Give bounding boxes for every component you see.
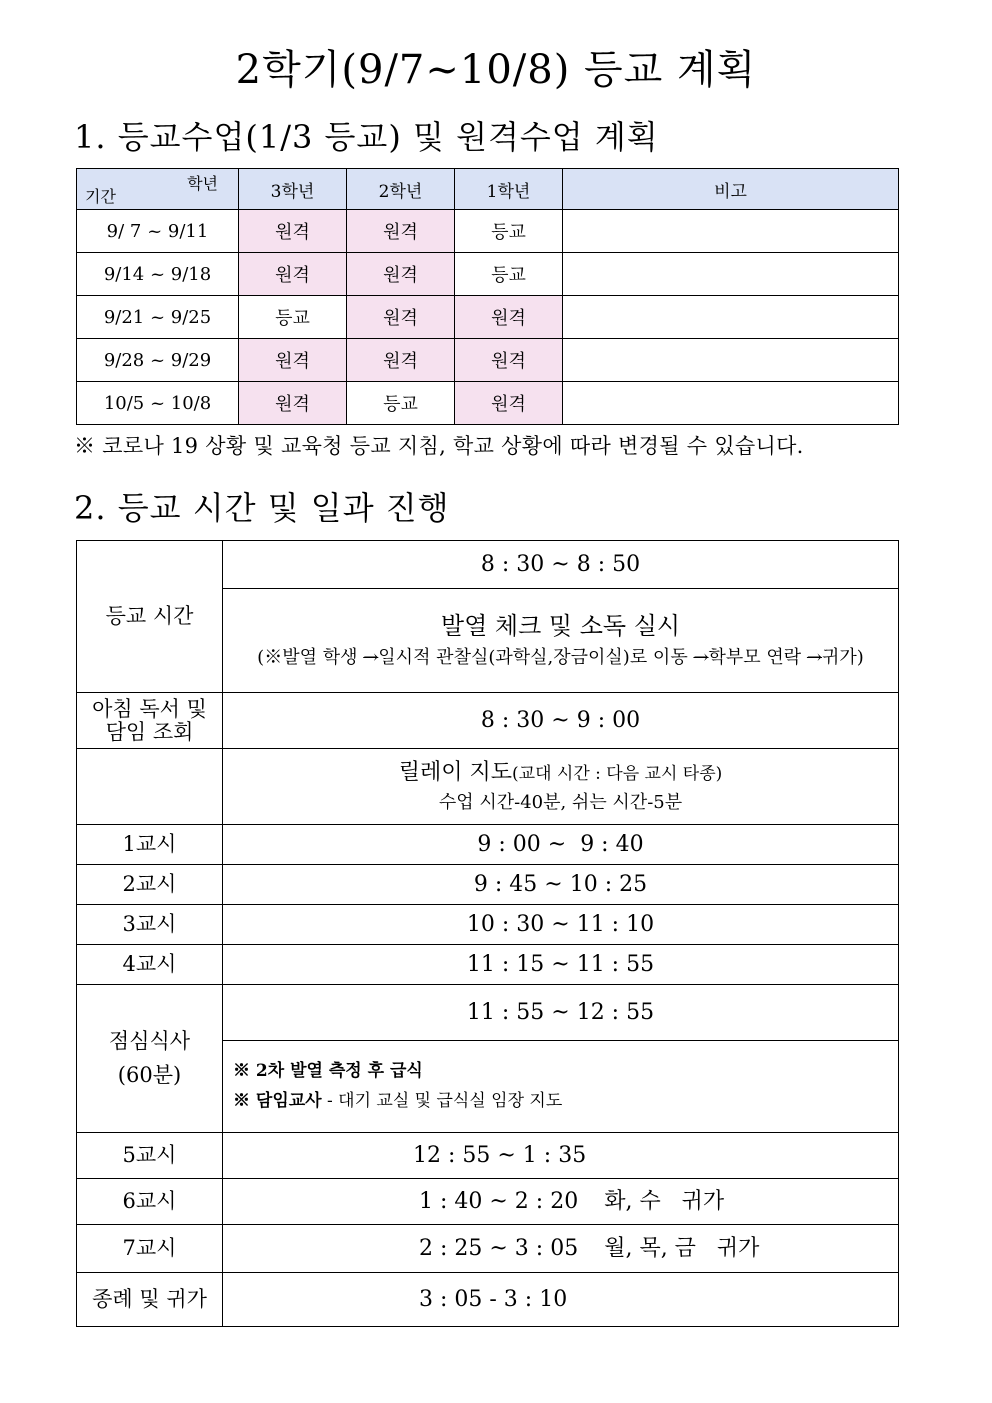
- period-time-row: [223, 1179, 899, 1225]
- grade1-cell: 원격: [455, 382, 563, 425]
- period-time: 11 : 15 ~ 11 : 55: [223, 945, 899, 985]
- table-row: [77, 1273, 899, 1327]
- table-row: [77, 210, 899, 253]
- period-time: 12 : 55 ~ 1 : 35: [223, 1133, 899, 1179]
- lunch-note-rest: - 대기 교실 및 급식실 임장 지도: [321, 1090, 563, 1111]
- empty-label-cell: [77, 749, 223, 825]
- lunch-note-bold: ※ 담임교사: [233, 1090, 322, 1111]
- covid-footnote: ※ 코로나 19 상황 및 교육청 등교 지침, 학교 상황에 따라 변경될 수 있습니다.: [74, 434, 804, 458]
- period-cell: 10/5 ~ 10/8: [77, 382, 239, 425]
- arrow-icon: →: [363, 647, 379, 669]
- arrow-icon: →: [806, 647, 823, 669]
- lunch-label: [77, 985, 223, 1133]
- lunch-time: 11 : 55 ~ 12 : 55: [223, 985, 899, 1041]
- lunch-label-line: 점심식사: [108, 1028, 191, 1053]
- note-cell: [563, 296, 899, 339]
- note-cell: [563, 339, 899, 382]
- morning-label: [77, 693, 223, 749]
- diagonal-header-cell: [77, 169, 239, 210]
- morning-time: 8 : 30 ~ 9 : 00: [223, 693, 899, 749]
- table-row: [77, 749, 899, 825]
- header-grade-label: 학년: [187, 174, 218, 193]
- section2-heading: 2. 등교 시간 및 일과 진행: [74, 489, 450, 527]
- fever-check-note: [223, 647, 898, 670]
- period-time-row: [223, 1225, 899, 1273]
- table-row: [77, 1179, 899, 1225]
- period-label: 2교시: [77, 865, 223, 905]
- table-row: [77, 541, 899, 589]
- grade3-cell: 원격: [239, 210, 347, 253]
- grade1-cell: 등교: [455, 210, 563, 253]
- grade1-cell: 원격: [455, 339, 563, 382]
- column-header: 비고: [563, 169, 899, 210]
- table-row: [77, 1225, 899, 1273]
- dismissal-days: 화, 수 귀가: [604, 1188, 725, 1214]
- end-time: 3 : 05 - 3 : 10: [223, 1273, 899, 1327]
- period-label: 4교시: [77, 945, 223, 985]
- period-label: 6교시: [77, 1179, 223, 1225]
- period-cell: 9/ 7 ~ 9/11: [77, 210, 239, 253]
- arrival-time: 8 : 30 ~ 8 : 50: [223, 541, 899, 589]
- table-row: [77, 339, 899, 382]
- grade3-cell: 원격: [239, 382, 347, 425]
- grade3-cell: 원격: [239, 339, 347, 382]
- section1-heading: 1. 등교수업(1/3 등교) 및 원격수업 계획: [74, 118, 659, 156]
- note-cell: [563, 210, 899, 253]
- period-label: 3교시: [77, 905, 223, 945]
- period-time: 1 : 40 ~ 2 : 20: [419, 1188, 579, 1214]
- grade3-cell: 등교: [239, 296, 347, 339]
- end-label: 종례 및 귀가: [77, 1273, 223, 1327]
- table-row: [77, 985, 899, 1041]
- note-cell: [563, 382, 899, 425]
- lunch-label-line: (60분): [117, 1062, 182, 1087]
- page-title: 2학기(9/7~10/8) 등교 계획: [235, 47, 757, 93]
- column-header: 3학년: [239, 169, 347, 210]
- table-row: [77, 296, 899, 339]
- table-row: [77, 253, 899, 296]
- note-cell: [563, 253, 899, 296]
- table-row: [77, 382, 899, 425]
- grade2-cell: 원격: [347, 253, 455, 296]
- arrival-label: 등교 시간: [77, 541, 223, 693]
- grade1-cell: 등교: [455, 253, 563, 296]
- table-header-row: [77, 169, 899, 210]
- fever-note-part: 일시적 관찰실(과학실,장금이실)로 이동: [378, 647, 694, 669]
- lunch-notes: [223, 1041, 899, 1133]
- daily-schedule-table: [76, 540, 899, 1327]
- table-row: [77, 693, 899, 749]
- fever-check-cell: [223, 589, 899, 693]
- table-row: [77, 1133, 899, 1179]
- period-time: 2 : 25 ~ 3 : 05: [419, 1235, 579, 1261]
- table-row: [77, 865, 899, 905]
- relay-note: 수업 시간-40분, 쉬는 시간-5분: [438, 792, 683, 813]
- grade2-cell: 원격: [347, 296, 455, 339]
- grade3-cell: 원격: [239, 253, 347, 296]
- period-time: 9 : 00 ~ 9 : 40: [223, 825, 899, 865]
- fever-note-part: 귀가): [822, 647, 864, 669]
- arrow-icon: →: [693, 647, 709, 669]
- relay-title: 릴레이 지도: [398, 759, 513, 785]
- column-header: 2학년: [347, 169, 455, 210]
- column-header: 1학년: [455, 169, 563, 210]
- morning-label-line: 담임 조회: [105, 719, 194, 744]
- fever-note-part: 학부모 연락: [708, 647, 807, 669]
- period-cell: 9/28 ~ 9/29: [77, 339, 239, 382]
- lunch-note: [233, 1087, 898, 1117]
- grade2-cell: 등교: [347, 382, 455, 425]
- header-period-label: 기간: [85, 187, 116, 206]
- period-time: 9 : 45 ~ 10 : 25: [223, 865, 899, 905]
- fever-note-part: (※발열 학생: [257, 647, 364, 669]
- relay-subtitle: (교대 시간 : 다음 교시 타종): [512, 763, 723, 784]
- table-row: [77, 905, 899, 945]
- period-cell: 9/21 ~ 9/25: [77, 296, 239, 339]
- dismissal-days: 월, 목, 금 귀가: [604, 1235, 760, 1261]
- grade1-cell: 원격: [455, 296, 563, 339]
- morning-label-line: 아침 독서 및: [92, 697, 207, 722]
- grade2-cell: 원격: [347, 210, 455, 253]
- lunch-note: ※ 2차 발열 측정 후 급식: [233, 1060, 423, 1081]
- attendance-plan-table: [76, 168, 899, 425]
- fever-check-title: 발열 체크 및 소독 실시: [440, 612, 681, 641]
- period-cell: 9/14 ~ 9/18: [77, 253, 239, 296]
- relay-cell: [223, 749, 899, 825]
- table-row: [77, 825, 899, 865]
- period-label: 1교시: [77, 825, 223, 865]
- table-row: [77, 945, 899, 985]
- grade2-cell: 원격: [347, 339, 455, 382]
- period-label: 7교시: [77, 1225, 223, 1273]
- period-label: 5교시: [77, 1133, 223, 1179]
- period-time: 10 : 30 ~ 11 : 10: [223, 905, 899, 945]
